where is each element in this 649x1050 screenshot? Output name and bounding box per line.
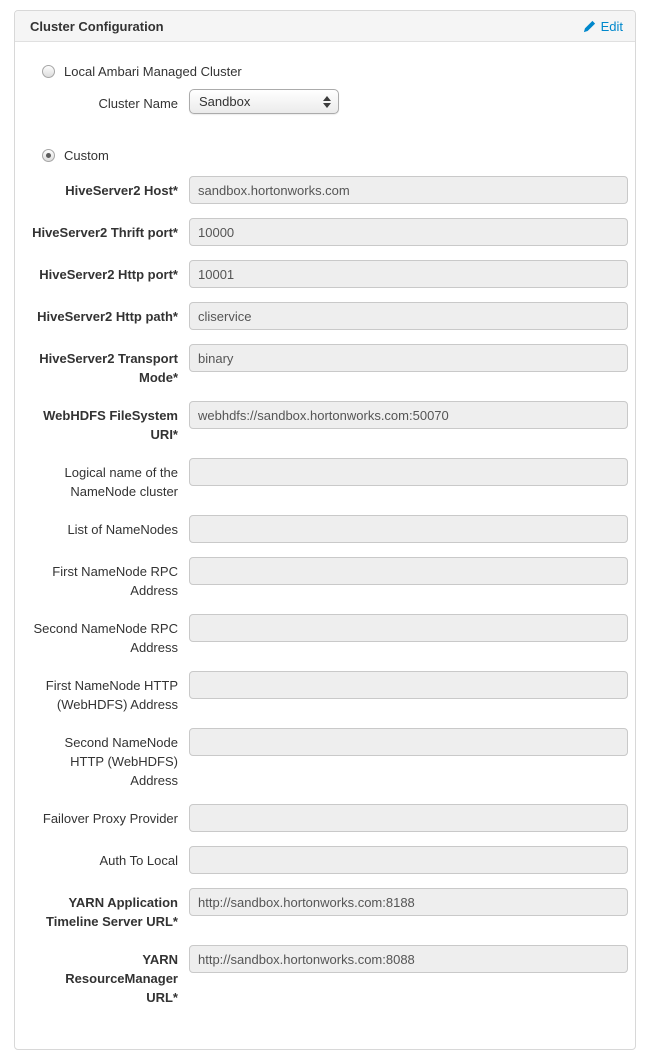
- field-label-hiveserver2-host: HiveServer2 Host*: [65, 183, 178, 198]
- form-row: [30, 888, 628, 931]
- field-label-hiveserver2-http-path: HiveServer2 Http path*: [37, 309, 178, 324]
- field-input-yarn-resourcemanager-url[interactable]: [189, 945, 628, 973]
- edit-button[interactable]: [583, 19, 623, 34]
- form-row: [30, 176, 628, 204]
- field-input-auth-to-local[interactable]: [189, 846, 628, 874]
- form-row: [30, 515, 628, 543]
- cluster-name-select[interactable]: [189, 89, 339, 114]
- field-input-yarn-application-timeline-server-url[interactable]: [189, 888, 628, 916]
- pencil-icon: [583, 20, 596, 33]
- field-label-hiveserver2-http-port: HiveServer2 Http port*: [39, 267, 178, 282]
- form-row: [30, 260, 628, 288]
- updown-stepper-icon: [323, 96, 331, 108]
- form-row: [30, 614, 628, 657]
- form-row: [30, 846, 628, 874]
- form-row: [30, 557, 628, 600]
- field-input-hiveserver2-host[interactable]: [189, 176, 628, 204]
- field-input-hiveserver2-http-path[interactable]: [189, 302, 628, 330]
- form-row: [30, 671, 628, 714]
- field-input-hiveserver2-transport-mode[interactable]: [189, 344, 628, 372]
- local-ambari-radio-label: Local Ambari Managed Cluster: [64, 64, 242, 79]
- form-row: [30, 945, 628, 1007]
- form-row: [30, 218, 628, 246]
- field-label-auth-to-local: Auth To Local: [99, 853, 178, 868]
- field-label-yarn-resourcemanager-url: YARN ResourceManager URL*: [65, 952, 178, 1005]
- field-input-hiveserver2-http-port[interactable]: [189, 260, 628, 288]
- field-input-second-namenode-http-webhdfs-address[interactable]: [189, 728, 628, 756]
- form-row: [30, 344, 628, 387]
- field-input-first-namenode-rpc-address[interactable]: [189, 557, 628, 585]
- field-label-second-namenode-rpc-address: Second NameNode RPC Address: [33, 621, 178, 655]
- field-label-hiveserver2-thrift-port: HiveServer2 Thrift port*: [32, 225, 178, 240]
- custom-radio[interactable]: [42, 149, 55, 162]
- form-row: [30, 302, 628, 330]
- field-input-second-namenode-rpc-address[interactable]: [189, 614, 628, 642]
- field-label-list-of-namenodes: List of NameNodes: [67, 522, 178, 537]
- field-label-yarn-application-timeline-server-url: YARN Application Timeline Server URL*: [46, 895, 178, 929]
- panel-header: [15, 11, 635, 42]
- field-input-first-namenode-http-webhdfs-address[interactable]: [189, 671, 628, 699]
- panel-title: Cluster Configuration: [30, 18, 164, 34]
- fields-container: [30, 176, 628, 1007]
- custom-radio-label: Custom: [64, 148, 109, 163]
- field-label-second-namenode-http-webhdfs-address: Second NameNode HTTP (WebHDFS) Address: [64, 735, 178, 788]
- form-row: [30, 458, 628, 501]
- field-label-logical-name-of-the-namenode-cluster: Logical name of the NameNode cluster: [64, 465, 178, 499]
- field-label-failover-proxy-provider: Failover Proxy Provider: [42, 811, 178, 826]
- local-ambari-radio-row[interactable]: [42, 64, 628, 79]
- cluster-name-label: Cluster Name: [98, 96, 178, 111]
- cluster-configuration-panel: [14, 10, 636, 1050]
- local-ambari-radio[interactable]: [42, 65, 55, 78]
- edit-button-label: Edit: [600, 18, 623, 34]
- field-input-list-of-namenodes[interactable]: [189, 515, 628, 543]
- field-label-hiveserver2-transport-mode: HiveServer2 Transport Mode*: [39, 351, 178, 385]
- field-label-webhdfs-filesystem-uri: WebHDFS FileSystem URI*: [43, 408, 178, 442]
- field-label-first-namenode-rpc-address: First NameNode RPC Address: [52, 564, 178, 598]
- form-row: [30, 804, 628, 832]
- field-input-hiveserver2-thrift-port[interactable]: [189, 218, 628, 246]
- field-input-webhdfs-filesystem-uri[interactable]: [189, 401, 628, 429]
- custom-radio-row[interactable]: [42, 148, 628, 163]
- field-input-logical-name-of-the-namenode-cluster[interactable]: [189, 458, 628, 486]
- field-label-first-namenode-http-webhdfs-address: First NameNode HTTP (WebHDFS) Address: [45, 678, 178, 712]
- form-row: [30, 401, 628, 444]
- form-row: [30, 728, 628, 790]
- panel-body: [15, 42, 635, 1049]
- field-input-failover-proxy-provider[interactable]: [189, 804, 628, 832]
- cluster-name-row: [30, 89, 628, 114]
- cluster-name-select-value: Sandbox: [199, 94, 251, 109]
